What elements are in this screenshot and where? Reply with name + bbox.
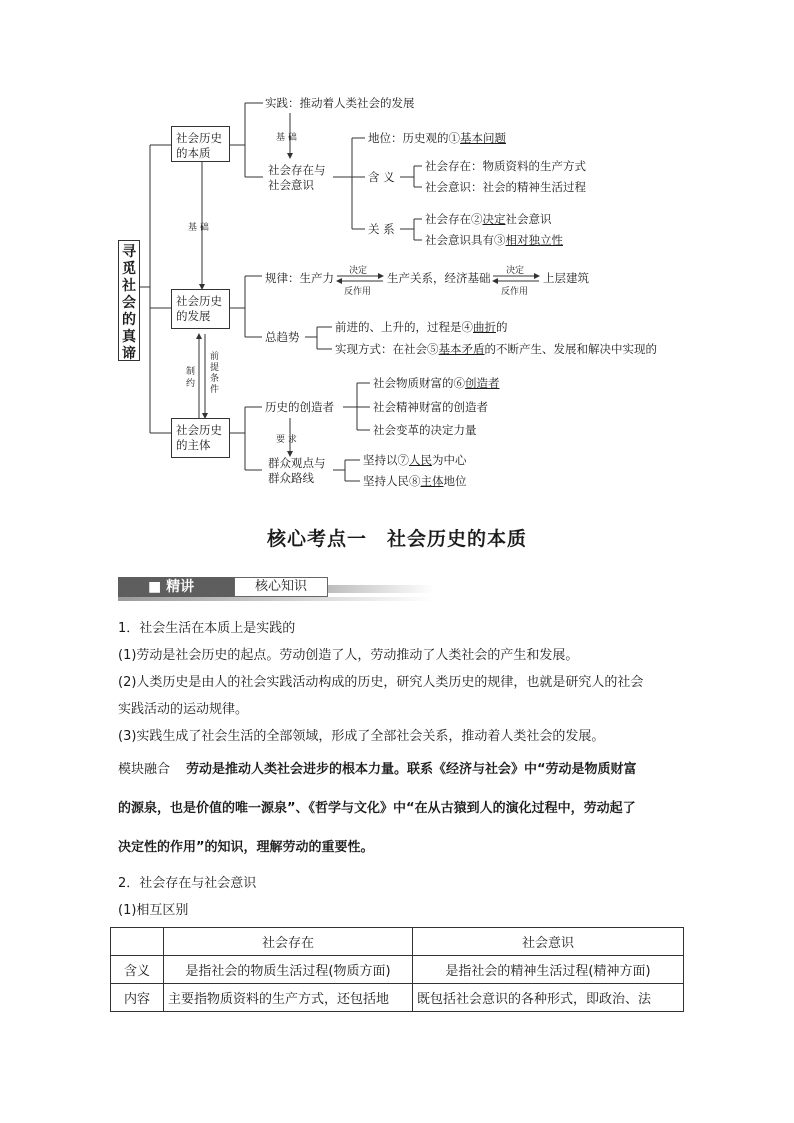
creator-2: 社会精神财富的创造者 <box>373 400 488 414</box>
trend-1: 前进的、上升的，过程是④曲折的 <box>335 320 508 334</box>
decide-label-1: 决定 <box>349 266 368 276</box>
table-cell: 是指社会的物质生活过程(物质方面) <box>164 956 413 984</box>
trend-2: 实现方式：在社会⑤基本矛盾的不断产生、发展和解决中实现的 <box>335 342 657 356</box>
status-node: 地位：历史观的①基本问题 <box>368 131 506 145</box>
paragraph-1: (1)劳动是社会历史的起点。劳动创造了人，劳动推动了人类社会的产生和发展。 <box>118 648 579 663</box>
banner-underline <box>118 597 434 601</box>
mass-node: 群众观点与 群众路线 <box>268 456 326 485</box>
module-line-3: 决定性的作用”的知识，理解劳动的重要性。 <box>118 840 374 855</box>
law-node-post: 上层建筑 <box>543 271 589 285</box>
creator-node: 历史的创造者 <box>265 400 334 414</box>
practice-node: 实践：推动着人类社会的发展 <box>265 96 415 110</box>
table-cell: 社会存在 <box>164 928 413 956</box>
existence-node: 社会存在与 社会意识 <box>268 163 326 192</box>
table-cell: 内容 <box>111 984 164 1012</box>
comparison-table <box>110 927 684 1012</box>
table-header-row <box>111 928 684 956</box>
table-cell: 含义 <box>111 956 164 984</box>
nature-box: 社会历史 的本质 <box>171 126 230 162</box>
trend-node: 总趋势 <box>265 330 300 344</box>
paragraph-3: (3)实践生成了社会生活的全部领域，形成了全部社会关系，推动着人类社会的发展。 <box>118 729 605 744</box>
development-box: 社会历史 的发展 <box>171 289 230 329</box>
heading-2-sub: (1)相互区别 <box>118 903 189 918</box>
banner-jingjiang: ■ 精讲 <box>118 577 234 597</box>
relation-1: 社会存在②决定社会意识 <box>425 212 552 226</box>
relation-2: 社会意识具有③相对独立性 <box>425 233 563 247</box>
table-cell: 是指社会的精神生活过程(精神方面) <box>413 956 684 984</box>
meaning-2: 社会意识：社会的精神生活过程 <box>425 180 586 194</box>
law-node-mid: 生产关系，经济基础 <box>387 271 491 285</box>
paragraph-2a: (2)人类历史是由人的社会实践活动构成的历史，研究人类历史的规律，也就是研究人的社会 <box>118 675 644 690</box>
table-cell: 主要指物质资料的生产方式，还包括地 <box>164 984 413 1012</box>
restrict-label: 制 约 <box>186 367 196 389</box>
table-row <box>111 956 684 984</box>
relation-node: 关 系 <box>368 222 395 236</box>
subject-box: 社会历史 的主体 <box>171 418 230 458</box>
table-cell <box>111 928 164 956</box>
heading-1: 1．社会生活在本质上是实践的 <box>118 621 296 636</box>
meaning-node: 含 义 <box>368 170 395 184</box>
table-row <box>111 984 684 1012</box>
module-line-1: 模块融合 劳动是推动人类社会进步的根本力量。联系《经济与社会》中“劳动是物质财富 <box>118 762 637 777</box>
heading-2: 2．社会存在与社会意识 <box>118 876 257 891</box>
decide-label-2: 决定 <box>506 266 525 276</box>
react-label-2: 反作用 <box>501 287 529 297</box>
table-cell: 既包括社会意识的各种形式，即政治、法 <box>413 984 684 1012</box>
creator-1: 社会物质财富的⑥创造者 <box>373 376 500 390</box>
table-cell: 社会意识 <box>413 928 684 956</box>
require-label: 要 求 <box>276 435 297 445</box>
basis-label-top: 基 础 <box>276 133 297 143</box>
mass-1: 坚持以⑦人民为中心 <box>363 453 467 467</box>
mindmap-root: 寻 觅 社 会 的 真 谛 <box>118 240 140 361</box>
paragraph-2b: 实践活动的运动规律。 <box>118 702 249 717</box>
mass-2: 坚持人民⑧主体地位 <box>363 474 467 488</box>
meaning-1: 社会存在：物质资料的生产方式 <box>425 159 586 173</box>
law-node-pre: 规律：生产力 <box>265 271 334 285</box>
banner-fade <box>328 585 434 593</box>
basis-label-mid: 基 础 <box>188 223 209 233</box>
react-label-1: 反作用 <box>344 287 372 297</box>
banner-core-knowledge: 核心知识 <box>234 577 328 597</box>
section-title: 核心考点一 社会历史的本质 <box>266 528 527 550</box>
module-line-2: 的源泉，也是价值的唯一源泉”、《哲学与文化》中“在从古猿到人的演化过程中，劳动起了 <box>118 801 636 816</box>
creator-3: 社会变革的决定力量 <box>373 423 477 437</box>
precondition-label: 前 提 条 件 <box>210 352 220 395</box>
